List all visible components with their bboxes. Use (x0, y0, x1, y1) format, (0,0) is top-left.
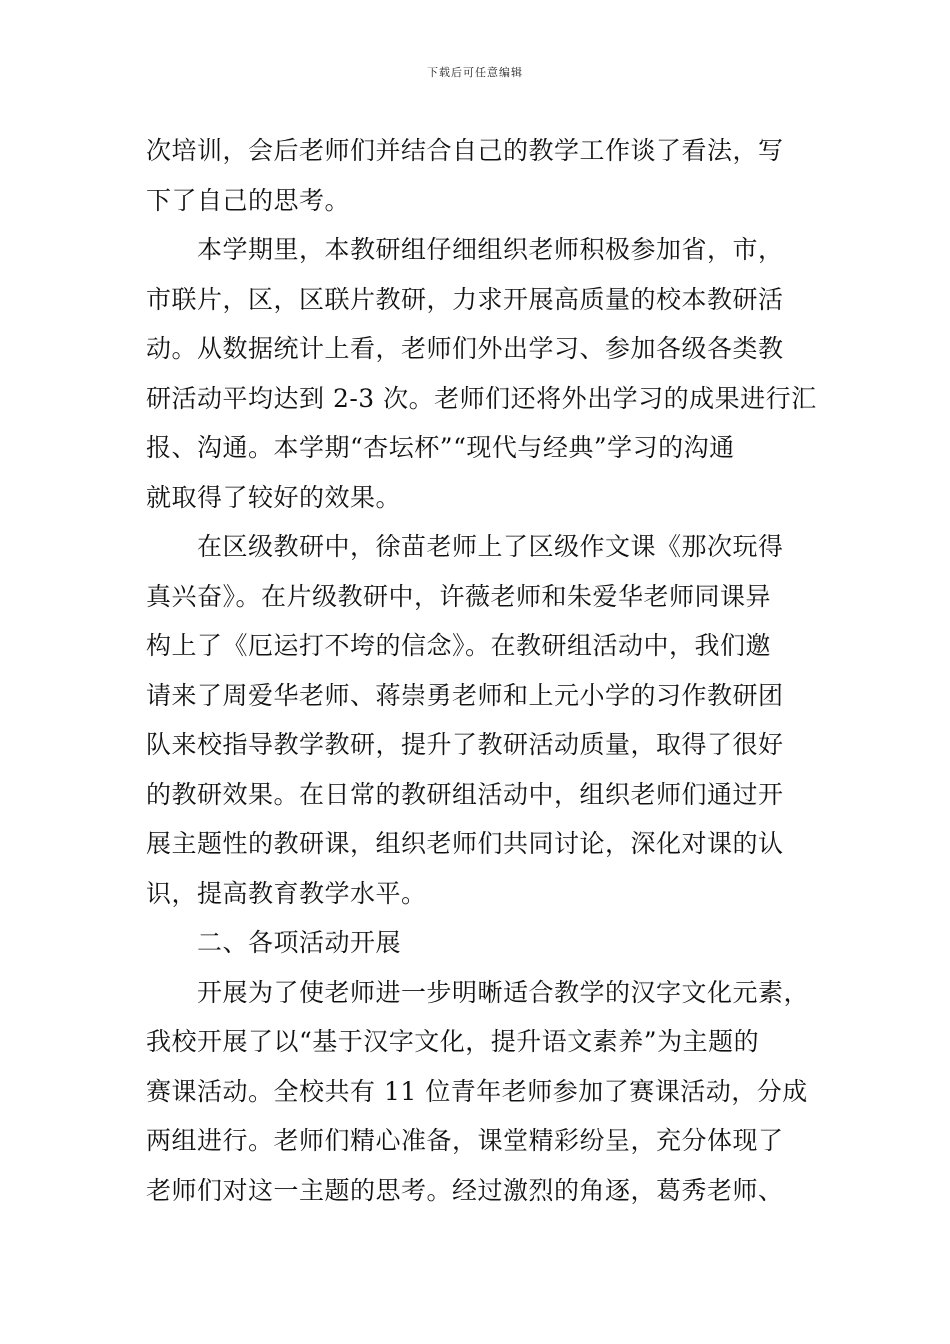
page-header-note: 下载后可任意编辑 (427, 66, 523, 79)
text-line: 我校开展了以“基于汉字文化，提升语文素养”为主题的 (146, 1027, 760, 1056)
paragraph-start-line: 本学期里，本教研组仔细组织老师积极参加省，市， (197, 235, 784, 264)
text-line: 老师们对这一主题的思考。经过激烈的角逐，葛秀老师、 (146, 1175, 784, 1205)
paragraph-start-line: 在区级教研中，徐苗老师上了区级作文课《那次玩得 (197, 532, 784, 561)
text-line: 市联片，区，区联片教研，力求开展高质量的校本教研活 (146, 284, 784, 314)
text-line: 真兴奋》。在片级教研中，许薇老师和朱爱华老师同课异 (146, 581, 772, 611)
text-line: 下了自己的思考。 (146, 185, 351, 215)
text-line: 就取得了较好的效果。 (146, 482, 402, 512)
text-line: 构上了《厄运打不垮的信念》。在教研组活动中，我们邀 (146, 631, 772, 660)
text-line: 队来校指导教学教研，提升了教研活动质量，取得了很好 (146, 730, 784, 759)
text-line: 的教研效果。在日常的教研组活动中，组织老师们通过开 (146, 779, 784, 809)
text-line: 动。从数据统计上看，老师们外出学习、参加各级各类教 (146, 334, 784, 363)
text-line: 展主题性的教研课，组织老师们共同讨论，深化对课的认 (146, 829, 784, 858)
section-heading: 二、各项活动开展 (197, 928, 402, 957)
text-line: 两组进行。老师们精心准备，课堂精彩纷呈，充分体现了 (146, 1126, 784, 1155)
text-line: 识，提高教育教学水平。 (146, 878, 427, 908)
paragraph-start-line: 开展为了使老师进一步明晰适合教学的汉字文化元素， (197, 977, 810, 1007)
text-line: 请来了周爱华老师、蒋崇勇老师和上元小学的习作教研团 (146, 680, 784, 710)
text-line: 报、沟通。本学期“杏坛杯”“现代与经典”学习的沟通 (146, 433, 735, 462)
text-line: 研活动平均达到 2-3 次。老师们还将外出学习的成果进行汇 (146, 383, 817, 413)
text-line: 次培训，会后老师们并结合自己的教学工作谈了看法，写 (146, 136, 784, 165)
document-body (146, 126, 836, 1215)
text-line: 赛课活动。全校共有 11 位青年老师参加了赛课活动，分成 (146, 1076, 808, 1106)
